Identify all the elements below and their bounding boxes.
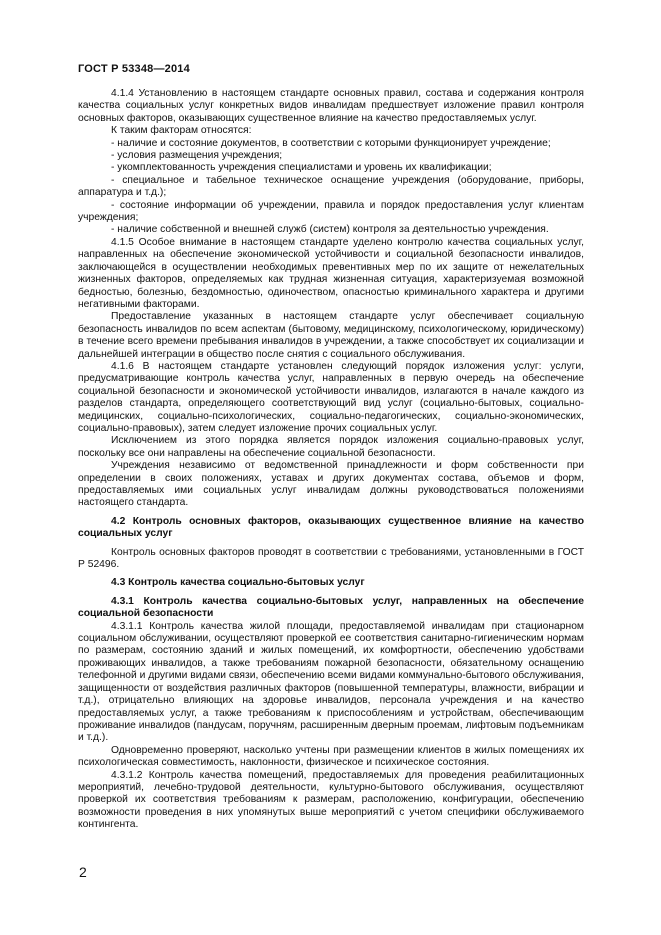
section-heading-4-2: 4.2 Контроль основных факторов, оказывающих существенное влияние на качество социальных услуг xyxy=(78,515,584,540)
document-body xyxy=(78,88,584,832)
list-item: - наличие собственной и внешней служб (систем) контроля за деятельностью учреждения. xyxy=(111,224,549,236)
paragraph: Исключением из этого порядка является порядок изложения социально-правовых услуг, поскольку все они направлены на обеспечение социальной безопасности. xyxy=(78,435,584,459)
list-item: - специальное и табельное техническое оснащение учреждения (оборудование, приборы, аппаратура и т.д.); xyxy=(78,174,584,199)
paragraph-4-2: Контроль основных факторов проводят в соответствии с требованиями, установленными в ГОСТ Р 52496. xyxy=(78,546,584,571)
page-number: 2 xyxy=(79,864,87,880)
section-heading-4-3: 4.3 Контроль качества социально-бытовых услуг xyxy=(111,577,365,589)
paragraph: Одновременно проверяют, насколько учтены при размещении клиентов в жилых помещениях их психологическая совместимость, наклонности, физическое и психическое состояния. xyxy=(78,744,584,769)
list-item: - условия размещения учреждения; xyxy=(111,150,283,162)
paragraph-4-3-1-2: 4.3.1.2 Контроль качества помещений, предоставляемых для проведения реабилитационных мероприятий, лечебно-трудовой деятельности, культурно-бытового обслуживания, осуществляют проверкой их соответствия требованиям к размерам, расположению, конфигурации, обеспечению возможности проведения в них упомянутых выше мероприятий с учетом специфики обслуживаемого контингента. xyxy=(78,769,584,831)
paragraph: Предоставление указанных в настоящем стандарте услуг обеспечивает социальную безопасность инвалидов по всем аспектам (бытовому, медицинскому, психологическому, юридическому) в течение всего времени пребывания инвалидов в учреждении, а также способствует их социализации и дальнейшей интеграции в общество после снятия с социального обслуживания. xyxy=(78,311,584,360)
standard-header: ГОСТ Р 53348—2014 xyxy=(78,63,190,75)
factors-intro: К таким факторам относятся: xyxy=(111,125,252,137)
paragraph-4-1-4: 4.1.4 Установлению в настоящем стандарте основных правил, состава и содержания контроля качества социальных услуг конкретных видов инвалидам предшествует изложение правил контроля основных факторов, оказывающих существенное влияние на качество предоставляемых услуг. xyxy=(78,88,584,124)
paragraph: Учреждения независимо от ведомственной принадлежности и форм собственности при определении в своих положениях, уставах и других документах состава, объемов и форм, предоставляемых ими социальных услуг инвалидам должны руководствоваться положениями настоящего стандарта. xyxy=(78,460,584,509)
list-item: - состояние информации об учреждении, правила и порядок предоставления услуг клиентам учреждения; xyxy=(78,199,584,224)
list-item: - наличие и состояние документов, в соответствии с которыми функционирует учреждение; xyxy=(111,137,551,149)
paragraph-4-3-1-1: 4.3.1.1 Контроль качества жилой площади, предоставляемой инвалидам при стационарном социальном обслуживании, осуществляют проверкой ее соответствия санитарно-гигиеническим нормам по размерам, состоянию зданий и жилых помещений, их комфортности, обеспечению удобствами проживающих инвалидов, а также требованиям пожарной безопасности, обязательному оснащению телефонной и другими видами связи, обеспечению всеми видами коммунально-бытового обслуживания, защищенности от воздействия различных факторов (повышенной температуры, влажности, вибрации и т.д.), отрицательно влияющих на здоровье инвалидов, персонала учреждения и на качество предоставляемых услуг, а также требованиям к приспособлениям и устройствам, обеспечивающим проживание инвалидов (пандусам, поручням, расширенным дверным проемам, лифтовым подъемникам и т.д.). xyxy=(78,620,584,744)
paragraph-4-1-6: 4.1.6 В настоящем стандарте установлен следующий порядок изложения услуг: услуги, предусматривающие контроль качества услуг, направленных в первую очередь на обеспечение социальной безопасности и экономической устойчивости инвалидов, излагаются в начале каждого из разделов стандарта, определяющего соответствующий вид услуг (социально-бытовых, социально-медицинских, социально-психологических, социально-педагогических, социально-экономических, социально-правовых), затем следует изложение прочих социальных услуг. xyxy=(78,360,584,434)
paragraph-4-1-5: 4.1.5 Особое внимание в настоящем стандарте уделено контролю качества социальных услуг, направленных на обеспечение экономической устойчивости и социальной безопасности инвалидов, заключающейся в осуществлении необходимых превентивных мер по их защите от нежелательных жизненных факторов, определяемых как трудная жизненная ситуация, характеризуемая возможной бедностью, болезнью, бездомностью, одиночеством, опасностью криминального характера и другими негативными факторами. xyxy=(78,236,584,310)
list-item: - укомплектованность учреждения специалистами и уровень их квалификации; xyxy=(111,162,492,174)
section-heading-4-3-1: 4.3.1 Контроль качества социально-бытовых услуг, направленных на обеспечение социальной безопасности xyxy=(78,595,584,620)
